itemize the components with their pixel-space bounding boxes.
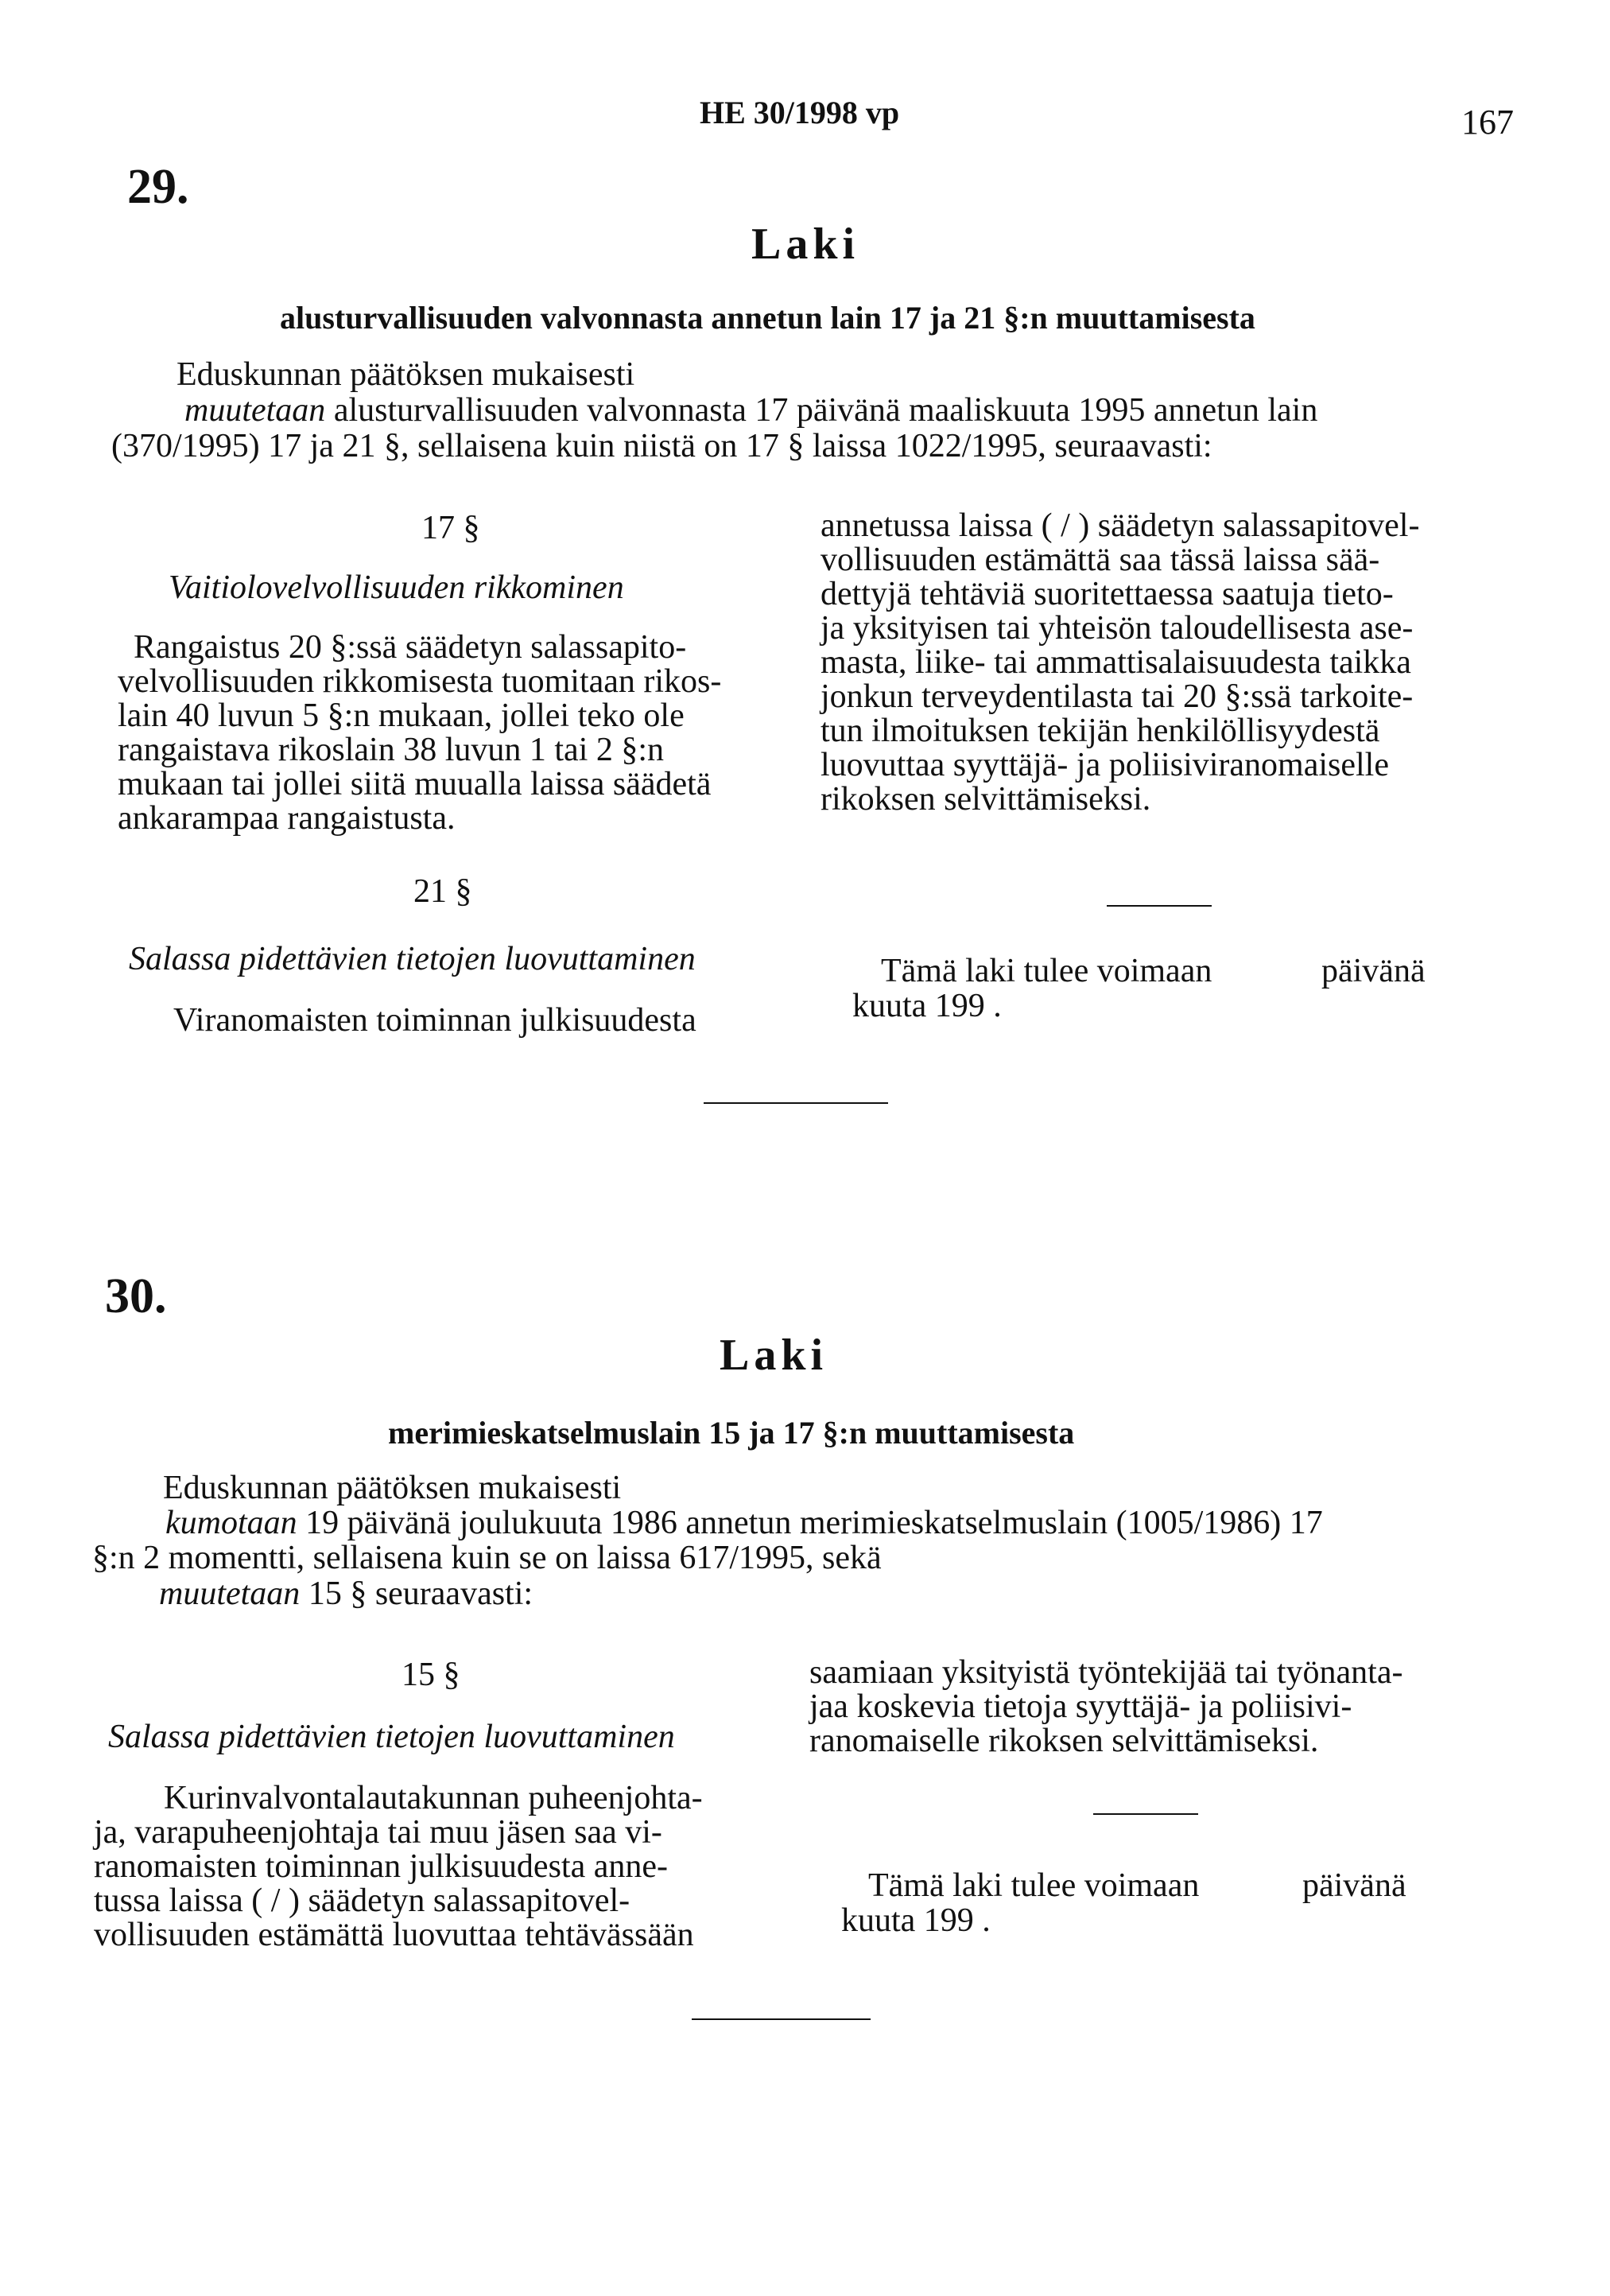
section-21-text: Viranomaisten toiminnan julkisuudesta [173,1002,696,1039]
law-end-rule [704,1102,888,1104]
text-line: masta, liike- tai ammattisalaisuudesta taikka [821,644,1411,681]
law-29-entry-into-force-c: kuuta 199 . [852,988,1002,1024]
law-29-title: Laki [751,219,860,269]
law-29-right-column [821,509,1488,817]
text-line: saamiaan yksityistä työntekijää tai työnanta- [809,1654,1403,1691]
text-line: jonkun terveydentilasta tai 20 §:ssä tarkoite- [821,678,1414,715]
law-30-title: Laki [720,1331,828,1380]
law-30-repeal-line-1 [165,1506,1323,1540]
text-line: vollisuuden estämättä saa tässä laissa sää- [821,542,1380,578]
page-number: 167 [1461,103,1514,142]
text-line: mukaan tai jollei siitä muualla laissa säädetä [118,766,712,802]
section-divider-rule [1093,1813,1198,1815]
section-17-heading: Vaitiolovelvollisuuden rikkominen [169,569,624,606]
text-line: jaa koskevia tietoja syyttäjä- ja poliisivi- [809,1688,1352,1725]
section-17-number: 17 § [421,510,480,546]
running-head: HE 30/1998 vp [700,95,900,130]
text-line: ja, varapuheenjohtaja tai muu jäsen saa vi- [94,1814,662,1851]
law-30-repeal-rest: 19 päivänä joulukuuta 1986 annetun merimieskatselmuslain (1005/1986) 17 [305,1505,1323,1541]
section-15-number: 15 § [402,1657,460,1693]
law-number-30: 30. [105,1269,167,1323]
text-line: lain 40 luvun 5 §:n mukaan, jollei teko ole [118,697,685,734]
section-15-text [94,1781,770,1952]
law-30-entry-into-force-a: Tämä laki tulee voimaan [868,1867,1200,1904]
law-29-preamble: Eduskunnan päätöksen mukaisesti [177,356,635,393]
text-line: ankarampaa rangaistusta. [118,800,456,837]
law-29-enact-rest: alusturvallisuuden valvonnasta 17 päivänä maaliskuuta 1995 annetun lain [333,392,1318,429]
law-30-entry-into-force-c: kuuta 199 . [841,1902,991,1939]
text-line: luovuttaa syyttäjä- ja poliisiviranomaiselle [821,747,1389,783]
text-line: velvollisuuden rikkomisesta tuomitaan rikos- [118,663,722,700]
text-line: rangaistava rikoslain 38 luvun 1 tai 2 §:n [118,732,665,768]
text-line: rikoksen selvittämiseksi. [821,781,1151,818]
law-30-entry-into-force-b: päivänä [1302,1867,1406,1904]
section-15-heading: Salassa pidettävien tietojen luovuttaminen [108,1719,675,1755]
text-line: ja yksityisen tai yhteisön taloudellisesta ase- [821,610,1414,647]
text-line: tun ilmoituksen tekijän henkilöllisyydestä [821,713,1380,749]
law-end-rule [692,2018,871,2020]
text-line: tussa laissa ( / ) säädetyn salassapitovel- [94,1882,630,1919]
law-number-29: 29. [127,160,189,214]
law-30-subtitle: merimieskatselmuslain 15 ja 17 §:n muuttamisesta [388,1415,1075,1451]
section-divider-rule [1107,905,1212,907]
law-29-enacting-line-1 [184,394,1317,428]
text-line: Rangaistus 20 §:ssä säädetyn salassapito- [134,629,687,666]
text-line: dettyjä tehtäviä suoritettaessa saatuja tieto- [821,576,1394,612]
law-30-repeal-line-2: §:n 2 momentti, sellaisena kuin se on laissa 617/1995, sekä [92,1540,882,1576]
text-line: vollisuuden estämättä luovuttaa tehtävässään [94,1917,694,1953]
law-30-repeal-word: kumotaan [165,1505,297,1541]
text-line: Kurinvalvontalautakunnan puheenjohta- [164,1780,703,1816]
section-17-text [118,631,786,836]
law-29-subtitle: alusturvallisuuden valvonnasta annetun lain 17 ja 21 §:n muuttamisesta [280,300,1255,336]
law-30-right-column [809,1656,1477,1758]
law-30-preamble: Eduskunnan päätöksen mukaisesti [163,1470,622,1506]
law-29-entry-into-force-b: päivänä [1321,953,1426,989]
law-29-enact-word: muutetaan [184,392,326,429]
law-29-enacting-line-2: (370/1995) 17 ja 21 §, sellaisena kuin niistä on 17 § laissa 1022/1995, seuraavasti: [111,428,1212,464]
text-line: annetussa laissa ( / ) säädetyn salassapitovel- [821,507,1420,544]
text-line: ranomaisten toiminnan julkisuudesta anne- [94,1848,668,1885]
law-30-amend-rest: 15 § seuraavasti: [308,1575,533,1612]
law-30-amend-word: muutetaan [159,1575,301,1612]
law-29-entry-into-force-a: Tämä laki tulee voimaan [881,953,1212,989]
section-21-number: 21 § [413,873,472,910]
law-30-amend-line [159,1577,533,1611]
text-line: ranomaiselle rikoksen selvittämiseksi. [809,1723,1319,1759]
section-21-heading: Salassa pidettävien tietojen luovuttaminen [129,941,696,977]
